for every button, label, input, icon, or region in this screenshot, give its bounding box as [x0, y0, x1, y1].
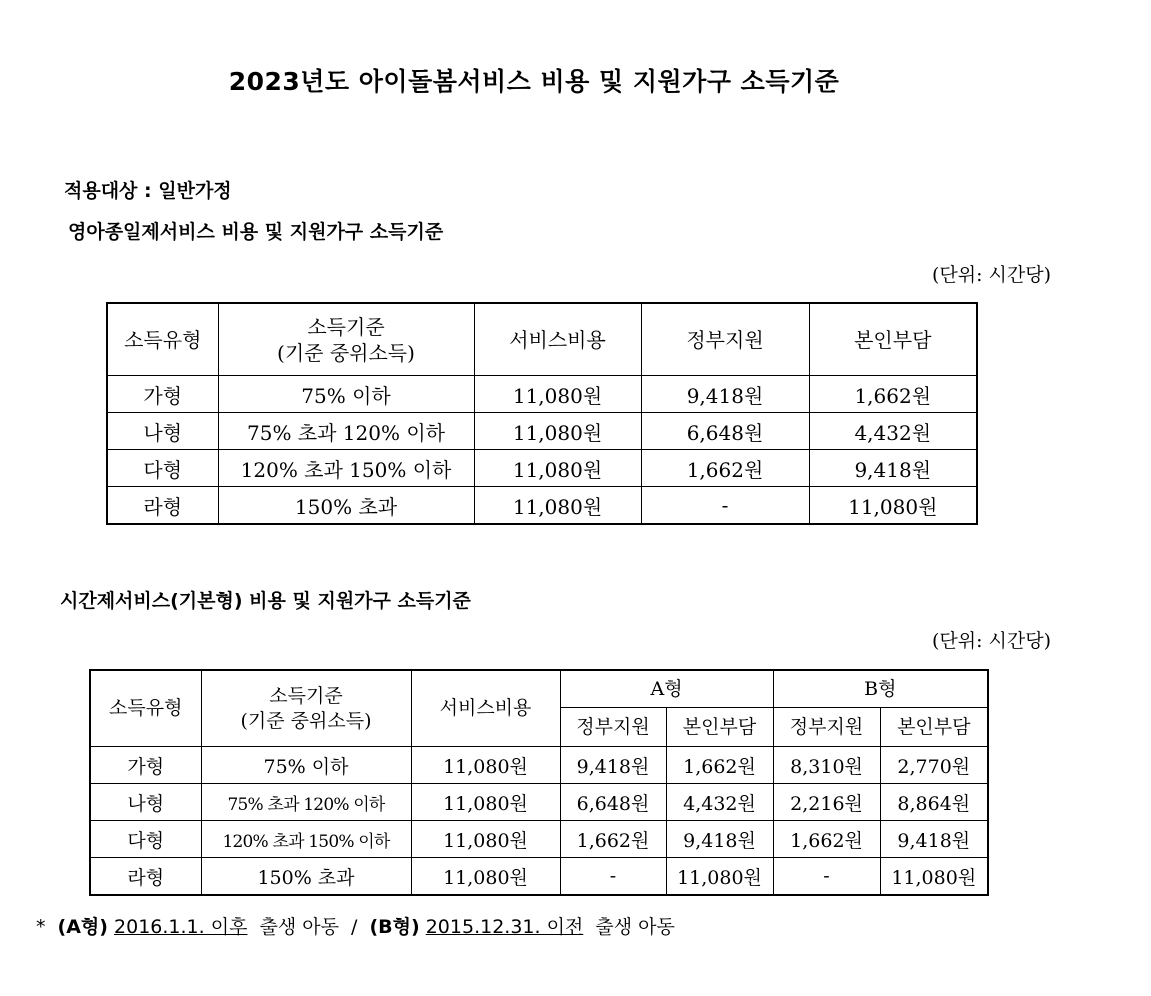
cell-income-criteria: 75% 이하 [201, 747, 411, 784]
section2-title: 시간제서비스(기본형) 비용 및 지원가구 소득기준 [60, 590, 471, 612]
cell-income-type: 나형 [90, 784, 201, 821]
section1-title: 영아종일제서비스 비용 및 지원가구 소득기준 [68, 221, 444, 243]
cell-service-cost: 11,080원 [474, 413, 641, 450]
table-row [90, 784, 988, 821]
cell-service-cost: 11,080원 [411, 858, 560, 896]
header-service-cost: 서비스비용 [474, 303, 641, 376]
footnote-b-label: (B형) [369, 916, 420, 938]
cell-service-cost: 11,080원 [411, 784, 560, 821]
cell-income-type: 라형 [107, 487, 218, 525]
cell-a-gov-support: - [560, 858, 666, 896]
header-a-self-pay: 본인부담 [666, 708, 773, 747]
birth-date-footnote [36, 912, 681, 939]
cell-gov-support: 9,418원 [641, 376, 809, 413]
cell-a-gov-support: 6,648원 [560, 784, 666, 821]
cell-service-cost: 11,080원 [474, 376, 641, 413]
header-income-type: 소득유형 [90, 670, 201, 747]
cell-b-self-pay: 8,864원 [880, 784, 988, 821]
table-row [107, 376, 977, 413]
footnote-a-date: 2016.1.1. 이후 [114, 916, 248, 938]
cell-b-self-pay: 11,080원 [880, 858, 988, 896]
header-group-a: A형 [560, 670, 773, 708]
cell-b-gov-support: 1,662원 [773, 821, 880, 858]
cell-a-gov-support: 1,662원 [560, 821, 666, 858]
header-group-b: B형 [773, 670, 988, 708]
footnote-b-suffix: 출생 아동 [595, 916, 675, 938]
cell-income-criteria: 75% 이하 [218, 376, 474, 413]
header-a-gov-support: 정부지원 [560, 708, 666, 747]
header-income-criteria-line2: (기준 중위소득) [240, 709, 372, 732]
cell-service-cost: 11,080원 [411, 821, 560, 858]
cell-self-pay: 9,418원 [809, 450, 977, 487]
header-income-criteria-line2: (기준 중위소득) [277, 340, 415, 365]
header-income-criteria-line1: 소득기준 [307, 314, 385, 339]
footnote-a-label: (A형) [57, 916, 108, 938]
footnote-mark: * [36, 916, 46, 938]
header-service-cost: 서비스비용 [411, 670, 560, 747]
cell-a-gov-support: 9,418원 [560, 747, 666, 784]
section1-unit-note: (단위: 시간당) [931, 264, 1051, 286]
target-label: 적용대상 : 일반가정 [64, 180, 232, 202]
table-row [107, 450, 977, 487]
footnote-b-date: 2015.12.31. 이전 [425, 916, 584, 938]
cell-income-type: 가형 [107, 376, 218, 413]
table-row [107, 487, 977, 525]
table-header-row [90, 670, 988, 708]
cell-self-pay: 11,080원 [809, 487, 977, 525]
header-gov-support: 정부지원 [641, 303, 809, 376]
section2-unit-note: (단위: 시간당) [931, 630, 1051, 652]
cell-income-type: 가형 [90, 747, 201, 784]
hourly-service-table [89, 669, 989, 896]
table-row [90, 858, 988, 896]
cell-income-type: 나형 [107, 413, 218, 450]
cell-self-pay: 4,432원 [809, 413, 977, 450]
header-income-criteria [218, 303, 474, 376]
cell-a-self-pay: 11,080원 [666, 858, 773, 896]
header-b-gov-support: 정부지원 [773, 708, 880, 747]
cell-b-gov-support: - [773, 858, 880, 896]
cell-income-criteria: 120% 초과 150% 이하 [218, 450, 474, 487]
table-row [90, 747, 988, 784]
header-income-criteria-line1: 소득기준 [269, 684, 343, 707]
header-income-criteria [201, 670, 411, 747]
cell-service-cost: 11,080원 [411, 747, 560, 784]
cell-b-self-pay: 2,770원 [880, 747, 988, 784]
cell-income-criteria: 75% 초과 120% 이하 [201, 784, 411, 821]
footnote-separator: / [351, 916, 358, 938]
cell-a-self-pay: 1,662원 [666, 747, 773, 784]
cell-income-type: 라형 [90, 858, 201, 896]
cell-income-type: 다형 [107, 450, 218, 487]
cell-service-cost: 11,080원 [474, 487, 641, 525]
document-title: 2023년도 아이돌봄서비스 비용 및 지원가구 소득기준 [228, 67, 840, 96]
table-header-row [107, 303, 977, 376]
cell-service-cost: 11,080원 [474, 450, 641, 487]
header-b-self-pay: 본인부담 [880, 708, 988, 747]
cell-gov-support: 1,662원 [641, 450, 809, 487]
table-row [107, 413, 977, 450]
cell-income-criteria: 120% 초과 150% 이하 [201, 821, 411, 858]
table-row [90, 821, 988, 858]
cell-b-self-pay: 9,418원 [880, 821, 988, 858]
header-income-type: 소득유형 [107, 303, 218, 376]
cell-b-gov-support: 2,216원 [773, 784, 880, 821]
cell-gov-support: 6,648원 [641, 413, 809, 450]
cell-self-pay: 1,662원 [809, 376, 977, 413]
cell-b-gov-support: 8,310원 [773, 747, 880, 784]
cell-income-criteria: 150% 초과 [201, 858, 411, 896]
cell-a-self-pay: 9,418원 [666, 821, 773, 858]
footnote-a-suffix: 출생 아동 [259, 916, 339, 938]
cell-a-self-pay: 4,432원 [666, 784, 773, 821]
cell-gov-support: - [641, 487, 809, 525]
full-day-infant-service-table [106, 302, 978, 525]
cell-income-type: 다형 [90, 821, 201, 858]
cell-income-criteria: 75% 초과 120% 이하 [218, 413, 474, 450]
cell-income-criteria: 150% 초과 [218, 487, 474, 525]
header-self-pay: 본인부담 [809, 303, 977, 376]
